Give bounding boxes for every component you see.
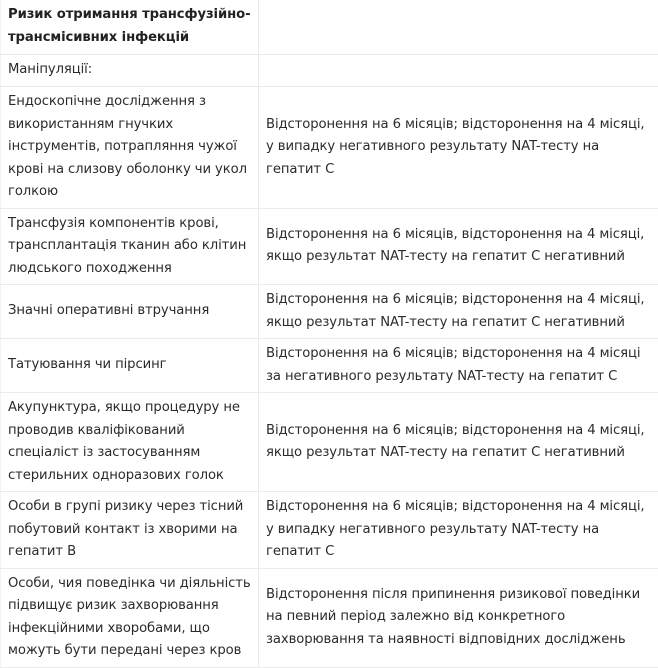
section-label: Маніпуляції: <box>1 55 259 87</box>
table-row <box>1 393 658 492</box>
deferral-cell: Відсторонення на 6 місяців; відсторонення на 4 місяці, якщо результат NAT-тесту на гепатит С негативний <box>259 393 658 492</box>
risk-cell: Значні оперативні втручання <box>1 285 259 339</box>
risk-cell: Особи, чия поведінка чи діяльність підвищує ризик захворювання інфекційними хворобами, що можуть бути передані через кров <box>1 568 259 667</box>
risk-cell: Трансфузія компонентів крові, трансплантація тканин або клітин людського походження <box>1 208 259 285</box>
deferral-cell: Відсторонення на 6 місяців; відсторонення на 4 місяці, якщо результат NAT-тесту на гепатит С негативний <box>259 285 658 339</box>
table-row <box>1 285 658 339</box>
risk-cell: Особи в групі ризику через тісний побутовий контакт із хворими на гепатит В <box>1 492 259 569</box>
table-row <box>1 492 658 569</box>
deferral-cell: Відсторонення на 6 місяців; відсторонення на 4 місяці, у випадку негативного результату NAT-тесту на гепатит С <box>259 87 658 209</box>
deferral-cell: Відсторонення після припинення ризикової поведінки на певний період залежно від конкретного захворювання та наявності відповідних досліджень <box>259 568 658 667</box>
table-row <box>1 568 658 667</box>
header-risk: Ризик отримання трансфузійно-трансмісивних інфекцій <box>1 0 259 55</box>
table-header-row <box>1 0 658 55</box>
risk-cell: Акупунктура, якщо процедуру не проводив кваліфікований спеціаліст із застосуванням стерильних одноразових голок <box>1 393 259 492</box>
risk-cell: Татуювання чи пірсинг <box>1 339 259 393</box>
table-row <box>1 339 658 393</box>
risk-cell: Ендоскопічне дослідження з використанням гнучких інструментів, потрапляння чужої крові на слизову оболонку чи укол голкою <box>1 87 259 209</box>
table-row <box>1 208 658 285</box>
section-empty-cell <box>259 55 658 87</box>
deferral-cell: Відсторонення на 6 місяців; відсторонення на 4 місяці за негативного результату NAT-тесту на гепатит С <box>259 339 658 393</box>
deferral-cell: Відсторонення на 6 місяців; відсторонення на 4 місяці, у випадку негативного результату NAT-тесту на гепатит С <box>259 492 658 569</box>
section-row <box>1 55 658 87</box>
table-row <box>1 87 658 209</box>
deferral-cell: Відсторонення на 6 місяців, відсторонення на 4 місяці, якщо результат NAT-тесту на гепатит С негативний <box>259 208 658 285</box>
header-deferral <box>259 0 658 55</box>
